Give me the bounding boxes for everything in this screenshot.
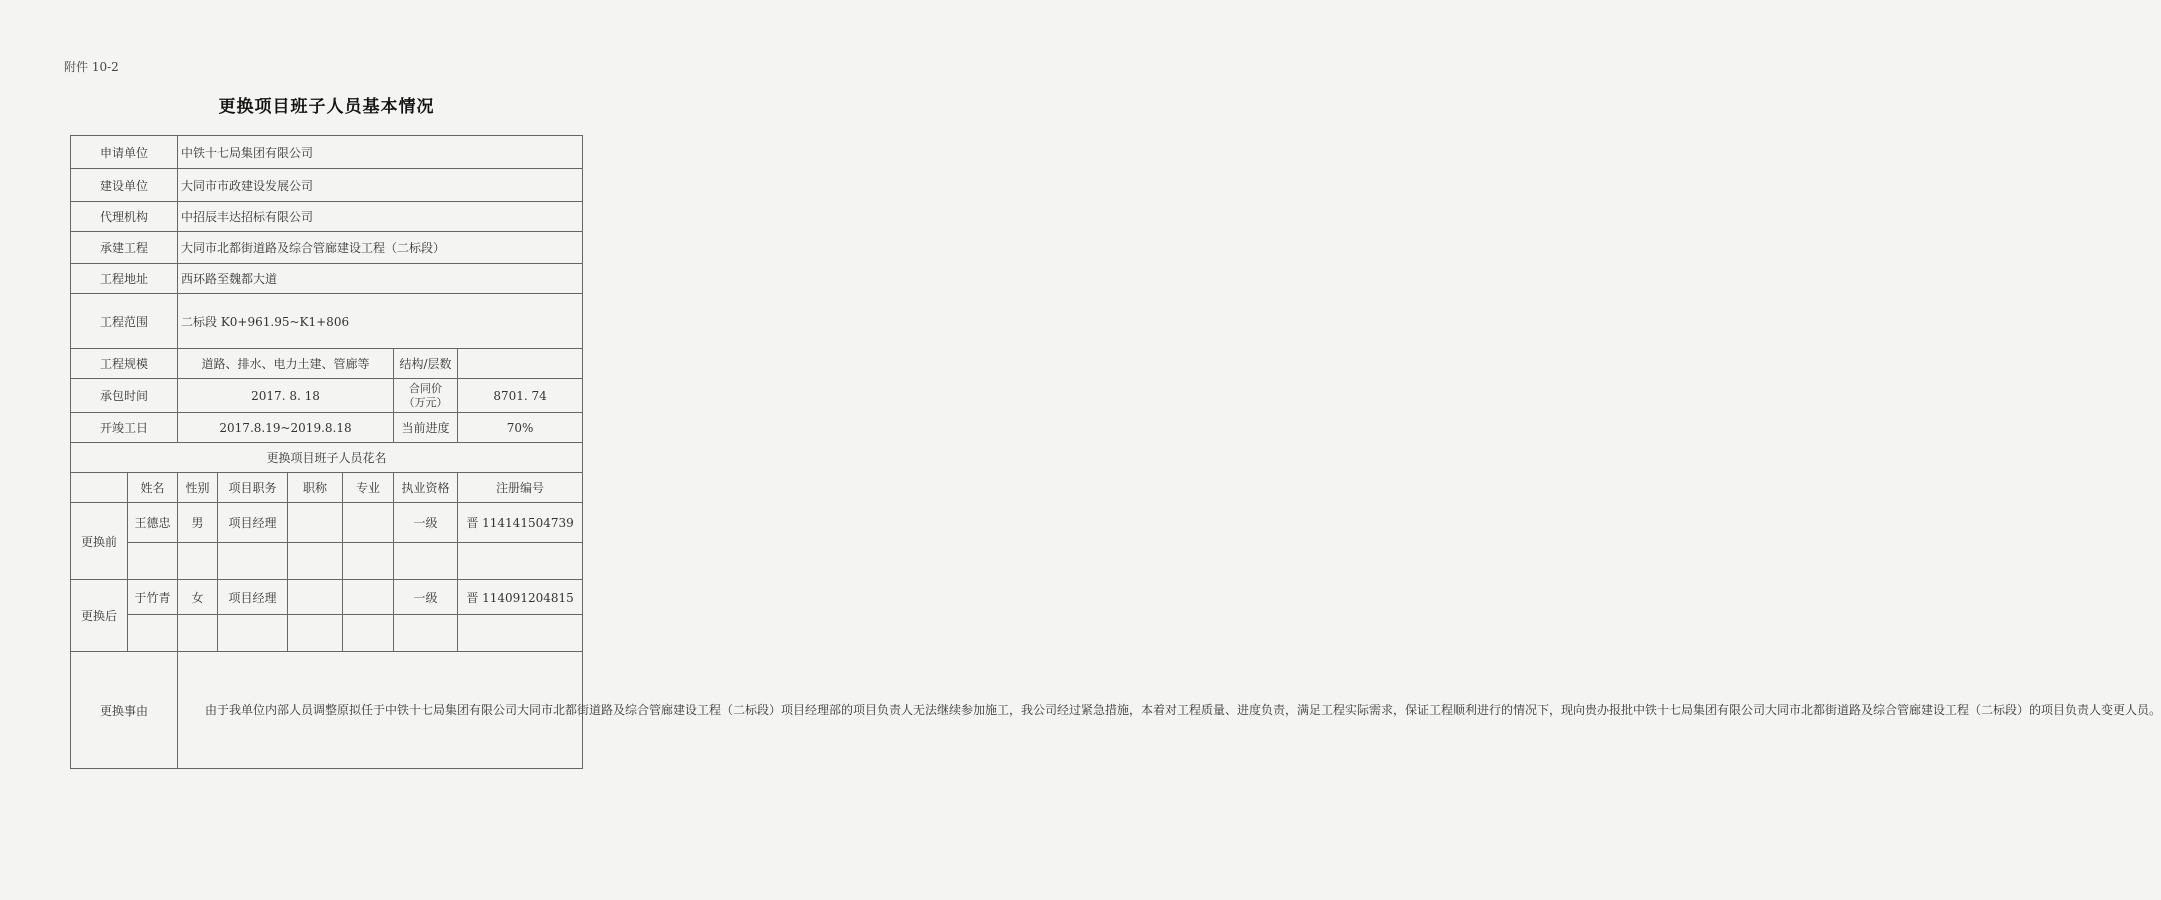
roster-header-blank <box>71 473 128 503</box>
contract-price-label-line2: （万元） <box>403 395 448 409</box>
table-row <box>71 543 583 580</box>
cell-title <box>288 580 343 615</box>
cell-major <box>343 580 394 615</box>
cell-qualification <box>394 615 458 652</box>
cell-qualification: 一级 <box>394 503 458 543</box>
table-row <box>71 580 583 615</box>
progress-value: 70% <box>458 413 583 443</box>
progress-label: 当前进度 <box>394 413 458 443</box>
cell-registration <box>458 615 583 652</box>
cell-title <box>288 543 343 580</box>
roster-title: 更换项目班子人员花名 <box>71 443 583 473</box>
header-qualification: 执业资格 <box>394 473 458 503</box>
row-project <box>71 232 583 264</box>
cell-position: 项目经理 <box>218 580 288 615</box>
cell-name: 于竹青 <box>128 580 178 615</box>
cell-gender <box>178 543 218 580</box>
project-value: 大同市北都街道路及综合管廊建设工程（二标段） <box>178 232 583 264</box>
reason-text: 由于我单位内部人员调整原拟任于中铁十七局集团有限公司大同市北都街道路及综合管廊建设工程（二标段）项目经理部的项目负责人无法继续参加施工，我公司经过紧急措施，本着对工程质量、进度负责，满足工程实际需求，保证工程顺利进行的情况下，现向贵办报批中铁十七局集团有限公司大同市北都街道路及综合管廊建设工程（二标段）的项目负责人变更人员。 <box>178 652 583 769</box>
cell-name <box>128 543 178 580</box>
header-title: 职称 <box>288 473 343 503</box>
document-title: 更换项目班子人员基本情况 <box>218 97 435 117</box>
row-roster-title <box>71 443 583 473</box>
range-label: 工程范围 <box>71 294 178 349</box>
table-row <box>71 503 583 543</box>
scale-value: 道路、排水、电力土建、管廊等 <box>178 349 394 379</box>
cell-gender: 女 <box>178 580 218 615</box>
header-name: 姓名 <box>128 473 178 503</box>
cell-major <box>343 543 394 580</box>
agency-value: 中招辰丰达招标有限公司 <box>178 202 583 232</box>
applicant-label: 申请单位 <box>71 136 178 169</box>
contract-time-value: 2017. 8. 18 <box>178 379 394 413</box>
contract-price-label <box>394 379 458 413</box>
header-major: 专业 <box>343 473 394 503</box>
period-value: 2017.8.19~2019.8.18 <box>178 413 394 443</box>
address-value: 西环路至魏都大道 <box>178 264 583 294</box>
project-label: 承建工程 <box>71 232 178 264</box>
structure-value <box>458 349 583 379</box>
cell-position <box>218 543 288 580</box>
cell-gender <box>178 615 218 652</box>
scale-label: 工程规模 <box>71 349 178 379</box>
cell-title <box>288 615 343 652</box>
applicant-value: 中铁十七局集团有限公司 <box>178 136 583 169</box>
info-form-table <box>70 135 2161 769</box>
before-label: 更换前 <box>71 503 128 580</box>
row-address <box>71 264 583 294</box>
cell-title <box>288 503 343 543</box>
header-position: 项目职务 <box>218 473 288 503</box>
contract-price-value: 8701. 74 <box>458 379 583 413</box>
cell-gender: 男 <box>178 503 218 543</box>
row-agency <box>71 202 583 232</box>
structure-label: 结构/层数 <box>394 349 458 379</box>
row-range <box>71 294 583 349</box>
header-gender: 性别 <box>178 473 218 503</box>
cell-name: 王德忠 <box>128 503 178 543</box>
row-scale <box>71 349 583 379</box>
range-value: 二标段 K0+961.95~K1+806 <box>178 294 583 349</box>
address-label: 工程地址 <box>71 264 178 294</box>
cell-position: 项目经理 <box>218 503 288 543</box>
builder-value: 大同市市政建设发展公司 <box>178 169 583 202</box>
cell-qualification: 一级 <box>394 580 458 615</box>
reason-label: 更换事由 <box>71 652 178 769</box>
table-row <box>71 615 583 652</box>
cell-qualification <box>394 543 458 580</box>
cell-registration: 晋 114141504739 <box>458 503 583 543</box>
roster-header-row <box>71 473 583 503</box>
agency-label: 代理机构 <box>71 202 178 232</box>
row-contract <box>71 379 583 413</box>
after-label: 更换后 <box>71 580 128 652</box>
cell-registration <box>458 543 583 580</box>
row-builder <box>71 169 583 202</box>
row-reason <box>71 652 583 769</box>
period-label: 开竣工日 <box>71 413 178 443</box>
builder-label: 建设单位 <box>71 169 178 202</box>
cell-major <box>343 615 394 652</box>
attachment-number: 附件 10-2 <box>64 60 119 74</box>
contract-price-label-line1: 合同价 <box>409 381 443 395</box>
cell-major <box>343 503 394 543</box>
header-registration: 注册编号 <box>458 473 583 503</box>
contract-time-label: 承包时间 <box>71 379 178 413</box>
row-applicant <box>71 136 583 169</box>
cell-name <box>128 615 178 652</box>
cell-registration: 晋 114091204815 <box>458 580 583 615</box>
cell-position <box>218 615 288 652</box>
row-period <box>71 413 583 443</box>
